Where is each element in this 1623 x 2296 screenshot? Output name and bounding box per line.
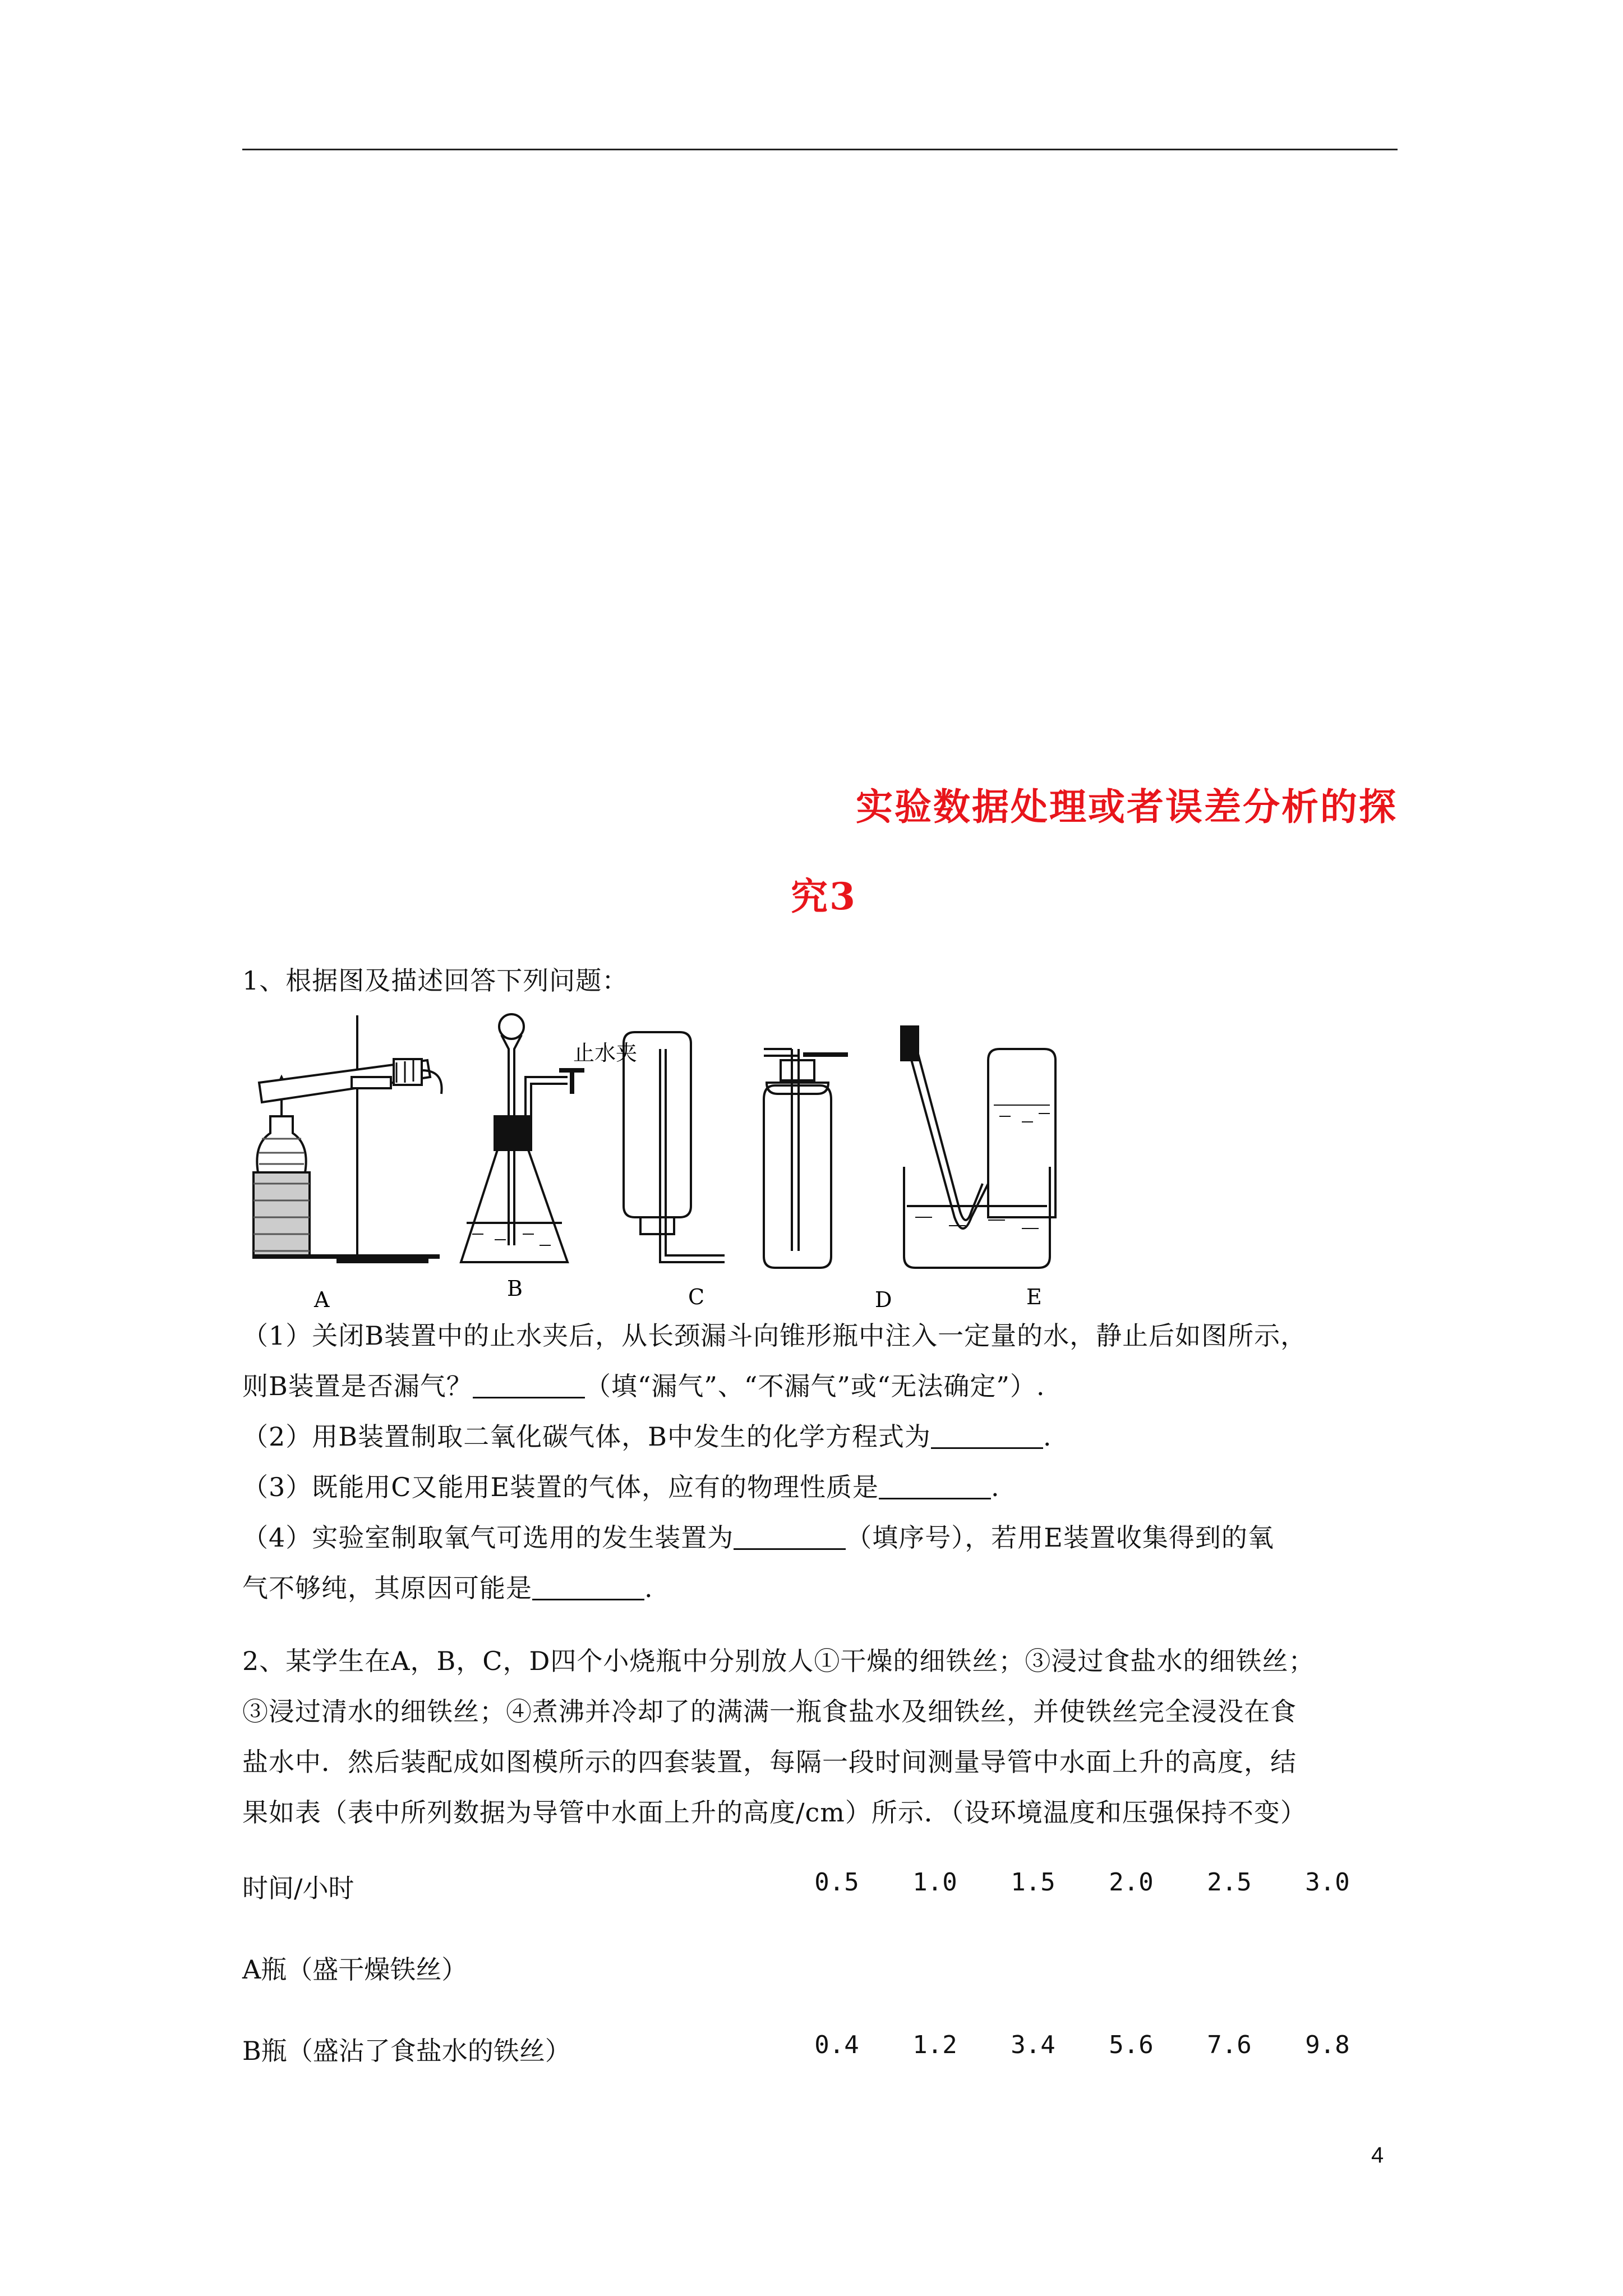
apparatus-c bbox=[624, 1032, 725, 1262]
apparatus-figure bbox=[242, 1004, 1151, 1318]
cell: 1.2 bbox=[912, 2031, 957, 2059]
cell: 1.0 bbox=[912, 1868, 957, 1897]
cell: 2.5 bbox=[1207, 1868, 1252, 1897]
answer-blank[interactable] bbox=[931, 1425, 1043, 1449]
label-e: E bbox=[1026, 1285, 1042, 1309]
q1-stem: 1、根据图及描述回答下列问题： bbox=[242, 965, 629, 996]
q1-sub2: （2）用B装置制取二氧化碳气体，B中发生的化学方程式为 . bbox=[242, 1421, 1052, 1452]
answer-blank[interactable] bbox=[473, 1374, 585, 1398]
page-number: 4 bbox=[1371, 2143, 1384, 2168]
clamp-label: 止水夹 bbox=[573, 1041, 638, 1065]
cell: 2.0 bbox=[1109, 1868, 1154, 1897]
q2-line4: 果如表（表中所列数据为导管中水面上升的高度/cm）所示．（设环境温度和压强保持不变） bbox=[242, 1797, 1307, 1828]
page-title-line1: 实验数据处理或者误差分析的探 bbox=[856, 785, 1398, 829]
table-row bbox=[242, 1868, 1398, 1902]
row-label: A瓶（盛干燥铁丝） bbox=[242, 1954, 468, 1985]
answer-blank[interactable] bbox=[532, 1576, 644, 1600]
cell: 7.6 bbox=[1207, 2031, 1252, 2059]
q1-sub1-line1: （1）关闭B装置中的止水夹后，从长颈漏斗向锥形瓶中注入一定量的水，静止后如图所示， bbox=[242, 1320, 1307, 1351]
answer-blank[interactable] bbox=[734, 1526, 846, 1550]
apparatus-e bbox=[901, 1027, 1055, 1268]
cell: 0.5 bbox=[814, 1868, 859, 1897]
table-row bbox=[242, 2031, 1398, 2064]
header-rule bbox=[242, 149, 1398, 150]
table-row bbox=[242, 1949, 1398, 1983]
apparatus-b bbox=[461, 1014, 584, 1262]
answer-blank[interactable] bbox=[879, 1475, 991, 1499]
q1-sub3: （3）既能用C又能用E装置的气体，应有的物理性质是 . bbox=[242, 1472, 1000, 1502]
label-b: B bbox=[507, 1276, 523, 1301]
row-label: 时间/小时 bbox=[242, 1873, 354, 1903]
q2-line2: ③浸过清水的细铁丝；④煮沸并冷却了的满满一瓶食盐水及细铁丝，并使铁丝完全浸没在食 bbox=[242, 1696, 1297, 1727]
label-d: D bbox=[875, 1287, 892, 1312]
q1-sub4-line2: 气不够纯，其原因可能是 . bbox=[242, 1573, 653, 1603]
apparatus-d bbox=[764, 1049, 848, 1268]
q2-line3: 盐水中．然后装配成如图模所示的四套装置，每隔一段时间测量导管中水面上升的高度，结 bbox=[242, 1747, 1297, 1777]
cell: 3.4 bbox=[1011, 2031, 1055, 2059]
label-c: C bbox=[688, 1285, 705, 1309]
q1-sub4-line1: （4）实验室制取氧气可选用的发生装置为 （填序号），若用E装置收集得到的氧 bbox=[242, 1522, 1274, 1553]
q1-sub1-line2: 则B装置是否漏气？ （填“漏气”、“不漏气”或“无法确定”）. bbox=[242, 1371, 1045, 1401]
page-title-line2: 究3 bbox=[791, 875, 857, 918]
q2-line1: 2、某学生在A，B，C，D四个小烧瓶中分别放人①干燥的细铁丝；③浸过食盐水的细铁丝； bbox=[242, 1646, 1315, 1676]
cell: 9.8 bbox=[1305, 2031, 1350, 2059]
row-label: B瓶（盛沾了食盐水的铁丝） bbox=[242, 2036, 571, 2066]
cell: 1.5 bbox=[1011, 1868, 1055, 1897]
cell: 0.4 bbox=[814, 2031, 859, 2059]
cell: 5.6 bbox=[1109, 2031, 1154, 2059]
label-a: A bbox=[314, 1287, 330, 1312]
cell: 3.0 bbox=[1305, 1868, 1350, 1897]
apparatus-a bbox=[253, 1015, 442, 1262]
